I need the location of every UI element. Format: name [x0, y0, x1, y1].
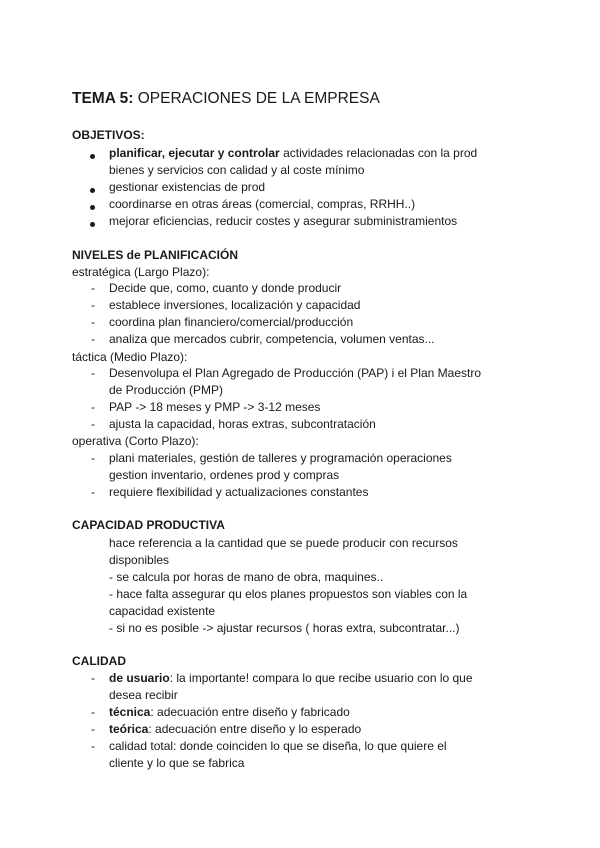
objetivo-item-1-bold: planificar, ejecutar y controlar	[109, 146, 280, 160]
calidad-item-3-text: : adecuación entre diseño y lo esperado	[148, 722, 362, 736]
dash-marker: -	[91, 671, 95, 685]
calidad-item-1-bold: de usuario	[109, 671, 170, 685]
estrategica-item-3: coordina plan financiero/comercial/producción	[109, 315, 354, 329]
objetivo-item-2: gestionar existencias de prod	[109, 180, 266, 194]
bullet-icon	[90, 205, 95, 210]
capacidad-heading: CAPACIDAD PRODUCTIVA	[72, 518, 225, 532]
objetivo-item-4: mejorar eficiencias, reducir costes y asegurar subministramientos	[109, 214, 458, 228]
calidad-item-1-cont: desea recibir	[109, 688, 178, 702]
objetivo-item-3: coordinarse en otras áreas (comercial, compras, RRHH..)	[109, 197, 416, 211]
calidad-item-2-text: : adecuación entre diseño y fabricado	[150, 705, 350, 719]
dash-marker: -	[91, 739, 95, 753]
dash-marker: -	[91, 366, 95, 380]
dash-marker: -	[91, 722, 95, 736]
operativa-item-2: requiere flexibilidad y actualizaciones constantes	[109, 485, 369, 499]
tactica-item-1: Desenvolupa el Plan Agregado de Producción (PAP) i el Plan Maestro	[109, 366, 481, 380]
tactica-label: táctica (Medio Plazo):	[72, 350, 188, 364]
calidad-item-4-cont: cliente y lo que se fabrica	[109, 756, 245, 770]
capacidad-line-2: disponibles	[109, 553, 170, 567]
dash-marker: -	[91, 315, 95, 329]
operativa-item-1: plani materiales, gestión de talleres y programación operaciones	[109, 451, 452, 465]
title-bold: TEMA 5:	[72, 90, 134, 107]
dash-marker: -	[91, 451, 95, 465]
capacidad-line-4: - hace falta assegurar qu elos planes propuestos son viables con la	[109, 587, 468, 601]
estrategica-item-1: Decide que, como, cuanto y donde producir	[109, 281, 342, 295]
dash-marker: -	[91, 281, 95, 295]
tactica-item-3: ajusta la capacidad, horas extras, subcontratación	[109, 417, 376, 431]
calidad-item-4: calidad total: donde coinciden lo que se diseña, lo que quiere el	[109, 739, 447, 753]
objetivos-heading: OBJETIVOS:	[72, 128, 145, 142]
calidad-item-2	[109, 704, 350, 721]
tactica-item-1-cont: de Producción (PMP)	[109, 383, 224, 397]
calidad-item-1	[109, 670, 473, 687]
calidad-heading: CALIDAD	[72, 654, 126, 668]
estrategica-label: estratégica (Largo Plazo):	[72, 265, 210, 279]
title-rest: OPERACIONES DE LA EMPRESA	[133, 90, 380, 107]
dash-marker: -	[91, 298, 95, 312]
dash-marker: -	[91, 332, 95, 346]
niveles-heading: NIVELES de PLANIFICACIÓN	[72, 248, 239, 262]
dash-marker: -	[91, 705, 95, 719]
calidad-item-3	[109, 721, 361, 738]
calidad-item-3-bold: teórica	[109, 722, 149, 736]
bullet-icon	[90, 222, 95, 227]
estrategica-item-2: establece inversiones, localización y capacidad	[109, 298, 361, 312]
capacidad-line-5: capacidad existente	[109, 604, 216, 618]
capacidad-line-6: - si no es posible -> ajustar recursos ( horas extra, subcontratar...)	[109, 621, 460, 635]
tactica-item-2: PAP -> 18 meses y PMP -> 3-12 meses	[109, 400, 321, 414]
bullet-icon	[90, 154, 95, 159]
bullet-icon	[90, 188, 95, 193]
dash-marker: -	[91, 485, 95, 499]
capacidad-line-3: - se calcula por horas de mano de obra, maquines..	[109, 570, 384, 584]
objetivo-item-1	[109, 145, 477, 162]
page-title	[72, 90, 380, 108]
dash-marker: -	[91, 400, 95, 414]
operativa-item-1-cont: gestion inventario, ordenes prod y compras	[109, 468, 340, 482]
objetivo-item-1-cont: bienes y servicios con calidad y al coste mínimo	[109, 163, 365, 177]
operativa-label: operativa (Corto Plazo):	[72, 434, 199, 448]
estrategica-item-4: analiza que mercados cubrir, competencia, volumen ventas...	[109, 332, 435, 346]
dash-marker: -	[91, 417, 95, 431]
calidad-item-2-bold: técnica	[109, 705, 151, 719]
capacidad-line-1: hace referencia a la cantidad que se puede producir con recursos	[109, 536, 458, 550]
objetivo-item-1-text: actividades relacionadas con la prod	[279, 146, 478, 160]
calidad-item-1-text: : la importante! compara lo que recibe usuario con lo que	[169, 671, 473, 685]
